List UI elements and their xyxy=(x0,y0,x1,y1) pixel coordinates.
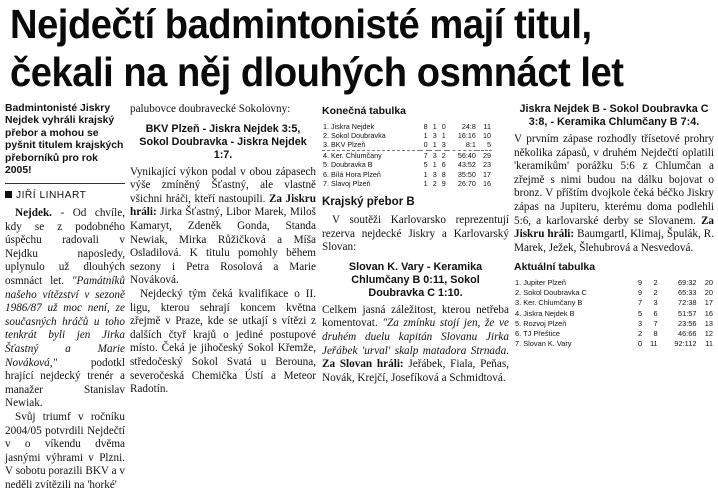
table-row xyxy=(514,288,714,298)
col3-text: Celkem jasná záležitost, kterou netřeba komentovat. xyxy=(322,303,509,330)
table-cell: 24:8 xyxy=(461,121,476,131)
table-cell: 3 xyxy=(432,169,437,179)
table-row xyxy=(514,298,714,308)
table-row xyxy=(322,160,492,169)
table-cell: 1 xyxy=(423,131,428,140)
table-row xyxy=(322,179,492,188)
table-row xyxy=(514,329,714,339)
table-cell: 56:40 xyxy=(457,150,476,160)
table-cell: 51:57 xyxy=(677,308,697,318)
headline-line-2: čekali na něj dlouhých osmnáct let xyxy=(10,49,624,95)
team-name: 3. BKV Plzeň xyxy=(322,140,420,150)
team-name: 1. Jiskra Nejdek xyxy=(323,121,375,131)
players-label: Za Jiskru hráli: xyxy=(130,192,316,219)
table-cell: 69:32 xyxy=(677,277,697,287)
table-cell: 16:16 xyxy=(457,131,476,140)
table-row xyxy=(322,122,492,131)
lead-paragraph: Badmintonisté Jiskry Nejdek vyhráli krajský přebor a mohou se pyšnit titulem krajských přeborníků pro rok 2005! xyxy=(5,103,124,177)
table-cell: 1 xyxy=(429,140,438,150)
team-name: 6. TJ Přeštice xyxy=(515,328,561,338)
table-cell: 7 xyxy=(637,298,643,308)
table-cell: 23:56 xyxy=(677,318,697,328)
table-row xyxy=(514,309,714,319)
table-row xyxy=(514,278,714,288)
dateline: Nejdek. xyxy=(15,207,52,220)
table-cell: 3 xyxy=(432,150,437,160)
table-cell: 12 xyxy=(704,328,713,338)
col4-paragraph-1 xyxy=(514,133,714,255)
team-name: 5. Doubravka B xyxy=(323,160,373,170)
players-label-3: Za Jiskru hráli: xyxy=(514,214,715,241)
table-cell: 16 xyxy=(704,308,713,318)
table-cell: 6 xyxy=(441,160,446,170)
team-name: 7. Slovan K. Vary xyxy=(515,339,572,349)
col1-text-end: podotkl hrající nejdecký trenér a manažer Stanislav Newiak. xyxy=(5,356,125,410)
final-table-title: Konečná tabulka xyxy=(322,105,407,117)
team-name: 7. Slavoj Plzeň xyxy=(323,179,371,189)
table-cell: 8 xyxy=(441,169,446,179)
col1-paragraph-1 xyxy=(5,207,125,411)
players-list-3: Baumgartl, Klimaj, Špulák, R. Marek, Ježek, Šlehubrová a Nesvedová. xyxy=(514,228,714,254)
table-cell: 8:1 xyxy=(447,140,477,150)
team-name: 1. Jupiter Plzeň xyxy=(515,277,566,287)
table-cell: 0 xyxy=(441,121,446,131)
table-cell: 1 xyxy=(432,160,437,170)
table-cell: 2 xyxy=(653,288,658,298)
table-cell: 23 xyxy=(483,160,491,170)
result-block-3: Jiskra Nejdek B - Sokol Doubravka C 3:8, - Keramika Chlumčany B 7:4. xyxy=(519,103,709,128)
players-list: Jirka Šťastný, Libor Marek, Miloš Kamaryt, Zdeněk Gonda, Standa Newiak, Mirka Růžičková a Míša Osladilová. K titulu pomohly během sezony i Petra Rosolová a Marie Nováková. xyxy=(130,206,316,287)
table-cell: 20 xyxy=(704,277,713,287)
result-block-2: Slovan K. Vary - Keramika Chlumčany B 0:11, Sokol Doubravka C 1:10. xyxy=(348,260,483,299)
current-table-title: Aktuální tabulka xyxy=(514,261,596,274)
table-row xyxy=(322,140,492,150)
table-row xyxy=(322,131,492,140)
table-cell: 3 xyxy=(432,131,437,140)
table-cell: 1 xyxy=(423,179,428,189)
team-name: 4. Ker. Chlumčany xyxy=(323,150,382,160)
table-cell: 7 xyxy=(423,150,428,160)
table-cell: 9 xyxy=(441,179,446,189)
col3-paragraph-2 xyxy=(322,304,509,386)
team-name: 4. Jiskra Nejdek B xyxy=(515,308,575,318)
table-cell: 6 xyxy=(653,308,658,318)
team-name: 2. Sokol Doubravka C xyxy=(515,288,587,298)
col3-quote: "Za zmínku stojí jen, že ve druhém duelu kapitán Slovanu Jirka Jeřábek 'urval' skalp matadora Strnada. xyxy=(322,317,509,357)
col3-paragraph-1: V soutěži Karlovarsko reprezentují rezerva nejdecké Jiskry a Karlovarský Slovan: xyxy=(322,214,509,254)
section-subhead: Krajský přebor B xyxy=(322,196,415,209)
table-cell: 3 xyxy=(653,298,658,308)
table-cell: 13 xyxy=(704,318,713,328)
col2-paragraph-2 xyxy=(130,166,316,288)
table-cell: 65:33 xyxy=(677,288,697,298)
table-cell: 20 xyxy=(704,288,713,298)
author-name: JIŘÍ LINHART xyxy=(16,190,87,202)
table-cell: 11 xyxy=(483,121,491,131)
col2-paragraph-3: Nejdecký tým čeká kvalifikace o II. ligu, kterou sehrají koncem května zřejmě v Praze, kde se utkají s vítězi z dalších čtyř krajů o jediné postupové místo. Čeká je jihočeský Sokol Křemže, středočeský Sokol Svatá u Berouna, severočeská Chemička Ústí a Meteor Radotín. xyxy=(130,287,316,396)
table-cell: 2 xyxy=(432,179,437,189)
column-1 xyxy=(5,103,125,493)
col2-text: Vynikající výkon podal v obou zápasech výše zmíněný Šťastný, ale vlastně všichni hráči, kteří nastoupili. xyxy=(130,165,316,205)
table-cell: 5 xyxy=(637,308,643,318)
team-name: 5. Rozvoj Plzeň xyxy=(515,318,567,328)
table-cell: 46:66 xyxy=(677,328,697,338)
table-cell: 5 xyxy=(423,160,428,170)
final-standings-table xyxy=(322,122,492,189)
table-cell: 0 xyxy=(420,140,429,150)
table-cell: 43:52 xyxy=(457,160,476,170)
column-4 xyxy=(514,103,714,349)
table-cell: 10 xyxy=(483,131,491,140)
table-cell: 17 xyxy=(704,298,713,308)
team-name: 6. Bílá Hora Plzeň xyxy=(323,169,381,179)
table-cell: 0 xyxy=(637,339,643,349)
col1-quote: "Památníků našeho vítězství v sezoně 1986/87 už moc není, ze současných hráčů u toho tenkrát byli jen Jirka Šťastný a Marie Nováková," xyxy=(5,275,125,369)
table-cell: 5 xyxy=(477,140,492,150)
table-cell: 1 xyxy=(423,169,428,179)
headline-line-1: Nejdečtí badmintonisté mají titul, xyxy=(10,1,592,47)
square-bullet-icon xyxy=(5,191,12,198)
table-cell: 3 xyxy=(637,318,643,328)
column-2 xyxy=(130,103,316,397)
table-cell: 9 xyxy=(637,288,643,298)
result-block-1: BKV Plzeň - Jiskra Nejdek 3:5, Sokol Doubravka - Jiskra Nejdek 1:7. xyxy=(139,122,307,161)
table-cell: 17 xyxy=(483,169,491,179)
table-cell: 9 xyxy=(637,277,643,287)
col1-paragraph-2: Svůj triumf v ročníku 2004/05 potvrdili Nejdečtí v o víkendu dvěma jasnými výhrami v Plzni. V sobotu porazili BKV a v neděli zvítězili na 'horké' xyxy=(5,410,125,491)
table-cell: 7 xyxy=(653,318,658,328)
table-cell: 92:112 xyxy=(674,339,697,349)
table-row xyxy=(322,170,492,179)
table-row xyxy=(514,339,714,349)
table-cell: 8 xyxy=(423,121,428,131)
table-cell: 35:50 xyxy=(457,169,476,179)
table-cell: 2 xyxy=(637,328,643,338)
table-cell: 2 xyxy=(441,150,446,160)
table-cell: 72:38 xyxy=(677,298,697,308)
table-cell: 29 xyxy=(483,150,491,160)
table-cell: 1 xyxy=(441,131,446,140)
table-cell: 2 xyxy=(653,277,658,287)
column-3 xyxy=(322,103,509,385)
col2-paragraph-1: palubovce doubravecké Sokolovny: xyxy=(130,103,291,115)
players-label-2: Za Slovan hráli: xyxy=(322,358,404,371)
current-standings-table xyxy=(514,278,714,349)
headline xyxy=(10,0,661,96)
table-row xyxy=(322,150,492,160)
table-cell: 1 xyxy=(432,121,437,131)
table-cell: 16 xyxy=(483,179,491,189)
table-cell: 11 xyxy=(649,339,658,349)
table-cell: 8 xyxy=(653,328,658,338)
table-cell: 11 xyxy=(705,339,713,349)
author-byline xyxy=(5,183,125,203)
team-name: 3. Ker. Chlumčany B xyxy=(515,298,583,308)
table-cell: 3 xyxy=(438,140,447,150)
players-list-2: Jeřábek, Fiala, Peňas, Novák, Krejčí, Josefíková a Schmidtová. xyxy=(322,358,509,384)
team-name: 2. Sokol Doubravka xyxy=(323,131,386,140)
table-row xyxy=(514,319,714,329)
col4-text: V prvním zápase rozhodly třísetové prohry několika zápasů, v druhém Nejdečtí oplatili 'keramikům' porážku 5:6 z Chlumčan a zřejmě s nimi budou na dálku bojovat o bronz. V příštím dvojkole čeká béčko Jiskry zápas na Jupiteru, kterému doma podlehli 5:6, a karlovarské derby se Slovanem. xyxy=(514,133,714,227)
table-cell: 26:70 xyxy=(457,179,476,189)
col1-text: - Od chvíle, kdy se z podobného úspěchu radovali v Nejdku naposledy, uplynulo už dlouhých osmnáct let. xyxy=(5,207,125,287)
